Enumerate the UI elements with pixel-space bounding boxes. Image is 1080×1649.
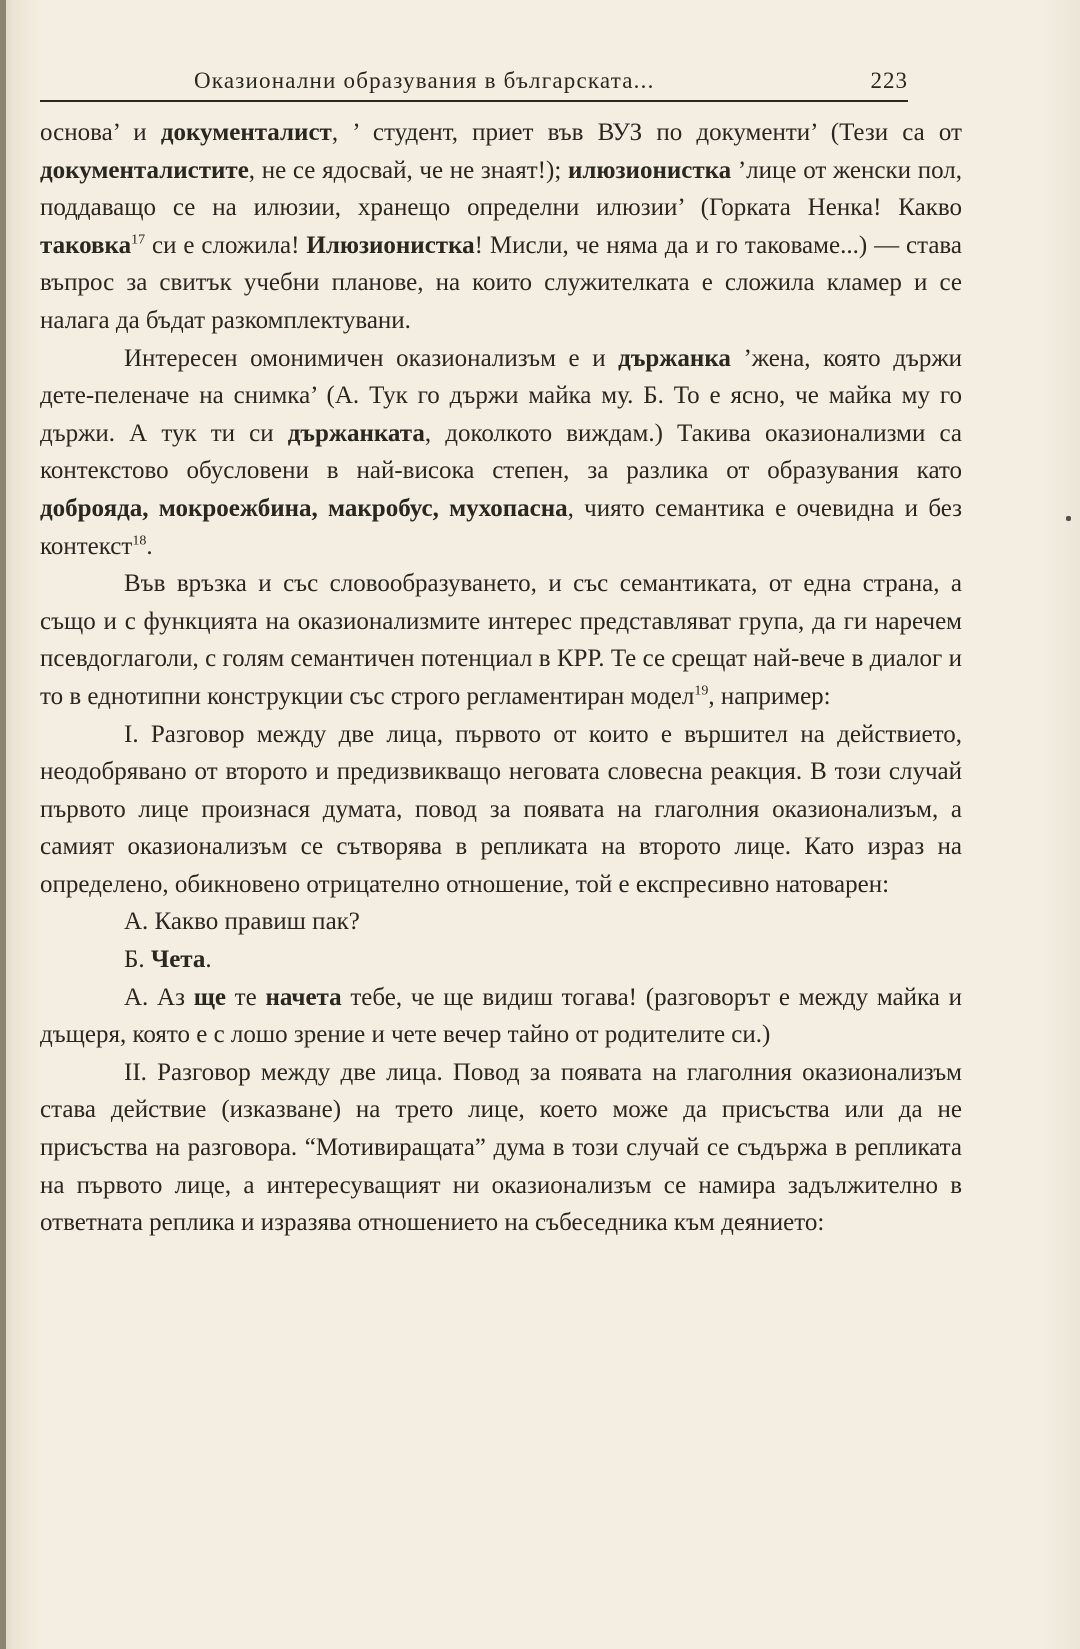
running-title: Оказионални образувания в българската...: [194, 68, 655, 93]
text-run: Във връзка и със словообразуването, и със семантиката, от една страна, а също и с функцията на оказионализмите интерес представляват група, да ги наречем псевдоглаголи, с голям семантичен потенциал в КРР. Те се срещат най-вече в диалог и то в еднотипни конструкции със строго регламентиран модел: [40, 570, 962, 710]
paragraph-5: II. Разговор между две лица. Повод за появата на глаголния оказионализъм става действие (изказване) на трето лице, което може да присъства или да не присъства на разговора. “Мотивиращата” дума в този случай се съдържа в репликата на първото лице, а интересуващият ни оказионализъм се намира задължително в ответната реплика и изразява отношението на събеседника към деянието:: [40, 1058, 962, 1237]
footnote-ref: 17: [131, 232, 146, 248]
term-bold: документалист: [160, 119, 332, 146]
text-run: , чиято семантика е очевидна и без контекст: [40, 494, 962, 560]
paragraph-3: [40, 565, 962, 715]
text-run: Интересен омонимичен оказионализъм е и: [124, 344, 619, 372]
term-bold: илюзионистка: [567, 156, 732, 184]
page-header: [40, 62, 908, 102]
term-bold: доброяда, мокроежбина, макробус, мухопасна: [40, 494, 568, 522]
term-bold: Илюзионистка: [306, 231, 475, 259]
text-run: А. Аз: [124, 983, 194, 1011]
dialog-line-2: [40, 941, 962, 979]
text-run: , доколкото виждам.) Такива оказионализми са контекстово обусловени в най-висока степен, за разлика от образувания като: [40, 419, 962, 485]
text-run: ’лице от женски пол, поддаващо се на илюзии, хранещо определни илюзии’ (Горката Ненка! Какво: [40, 156, 962, 222]
term-bold: държанка: [618, 344, 731, 372]
text-run: те: [225, 983, 266, 1011]
text-run: си е сложила!: [145, 231, 307, 259]
footnote-ref: 18: [132, 533, 147, 549]
paragraph-1: [40, 114, 962, 340]
footnote-ref: 19: [694, 683, 709, 699]
text-run: Б.: [124, 946, 151, 974]
term-bold: Чета: [150, 946, 206, 974]
body-text: [40, 114, 962, 1242]
text-run: тебе, че ще видиш тогава! (разговорът е между майка и дъщеря, която е с лошо зрение и чете вечер тайно от родителите си.): [40, 983, 963, 1049]
text-run: основа’ и: [40, 119, 161, 146]
text-run: .: [205, 946, 212, 974]
dialog-line-3: [40, 979, 962, 1054]
text-run: .: [146, 532, 153, 560]
term-bold: държанката: [287, 419, 425, 447]
text-run: , ’ студент, приет във ВУЗ по документи’ (Тези са от: [331, 119, 962, 146]
paragraph-2: [40, 340, 962, 566]
term-bold: ще: [193, 983, 226, 1011]
text-run: , например:: [708, 682, 831, 710]
text-run: ! Мисли, че няма да и го таковаме...) — става въпрос за свитък учебни планове, на които служителката е сложила кламер и се налага да бъдат разкомплектувани.: [40, 231, 962, 334]
term-bold: таковка: [40, 231, 132, 259]
paragraph-4: I. Разговор между две лица, първото от които е вършител на действието, неодобрявано от второто и предизвикващо неговата словесна реакция. В този случай първото лице произнася думата, повод за появата на глаголния оказионализъм, а самият оказионализъм се сътворява в репликата на второто лице. Като израз на определено, обикновено отрицателно отношение, той е експресивно натоварен:: [40, 720, 962, 898]
margin-mark: [1066, 516, 1071, 521]
dialog-line-1: А. Какво правиш пак?: [124, 908, 360, 936]
text-run: ’жена, която държи дете-пеленаче на снимка’ (А. Тук го държи майка му. Б. То е ясно, че майка му го държи. А тук ти си: [40, 344, 962, 447]
text-run: , не се ядосвай, че не знаят!);: [248, 156, 568, 184]
header-rule: [40, 100, 908, 102]
term-bold: начета: [265, 983, 342, 1011]
term-bold: документалистите: [40, 156, 249, 184]
page-number: 223: [870, 68, 908, 93]
book-spine-edge: [0, 0, 6, 1649]
